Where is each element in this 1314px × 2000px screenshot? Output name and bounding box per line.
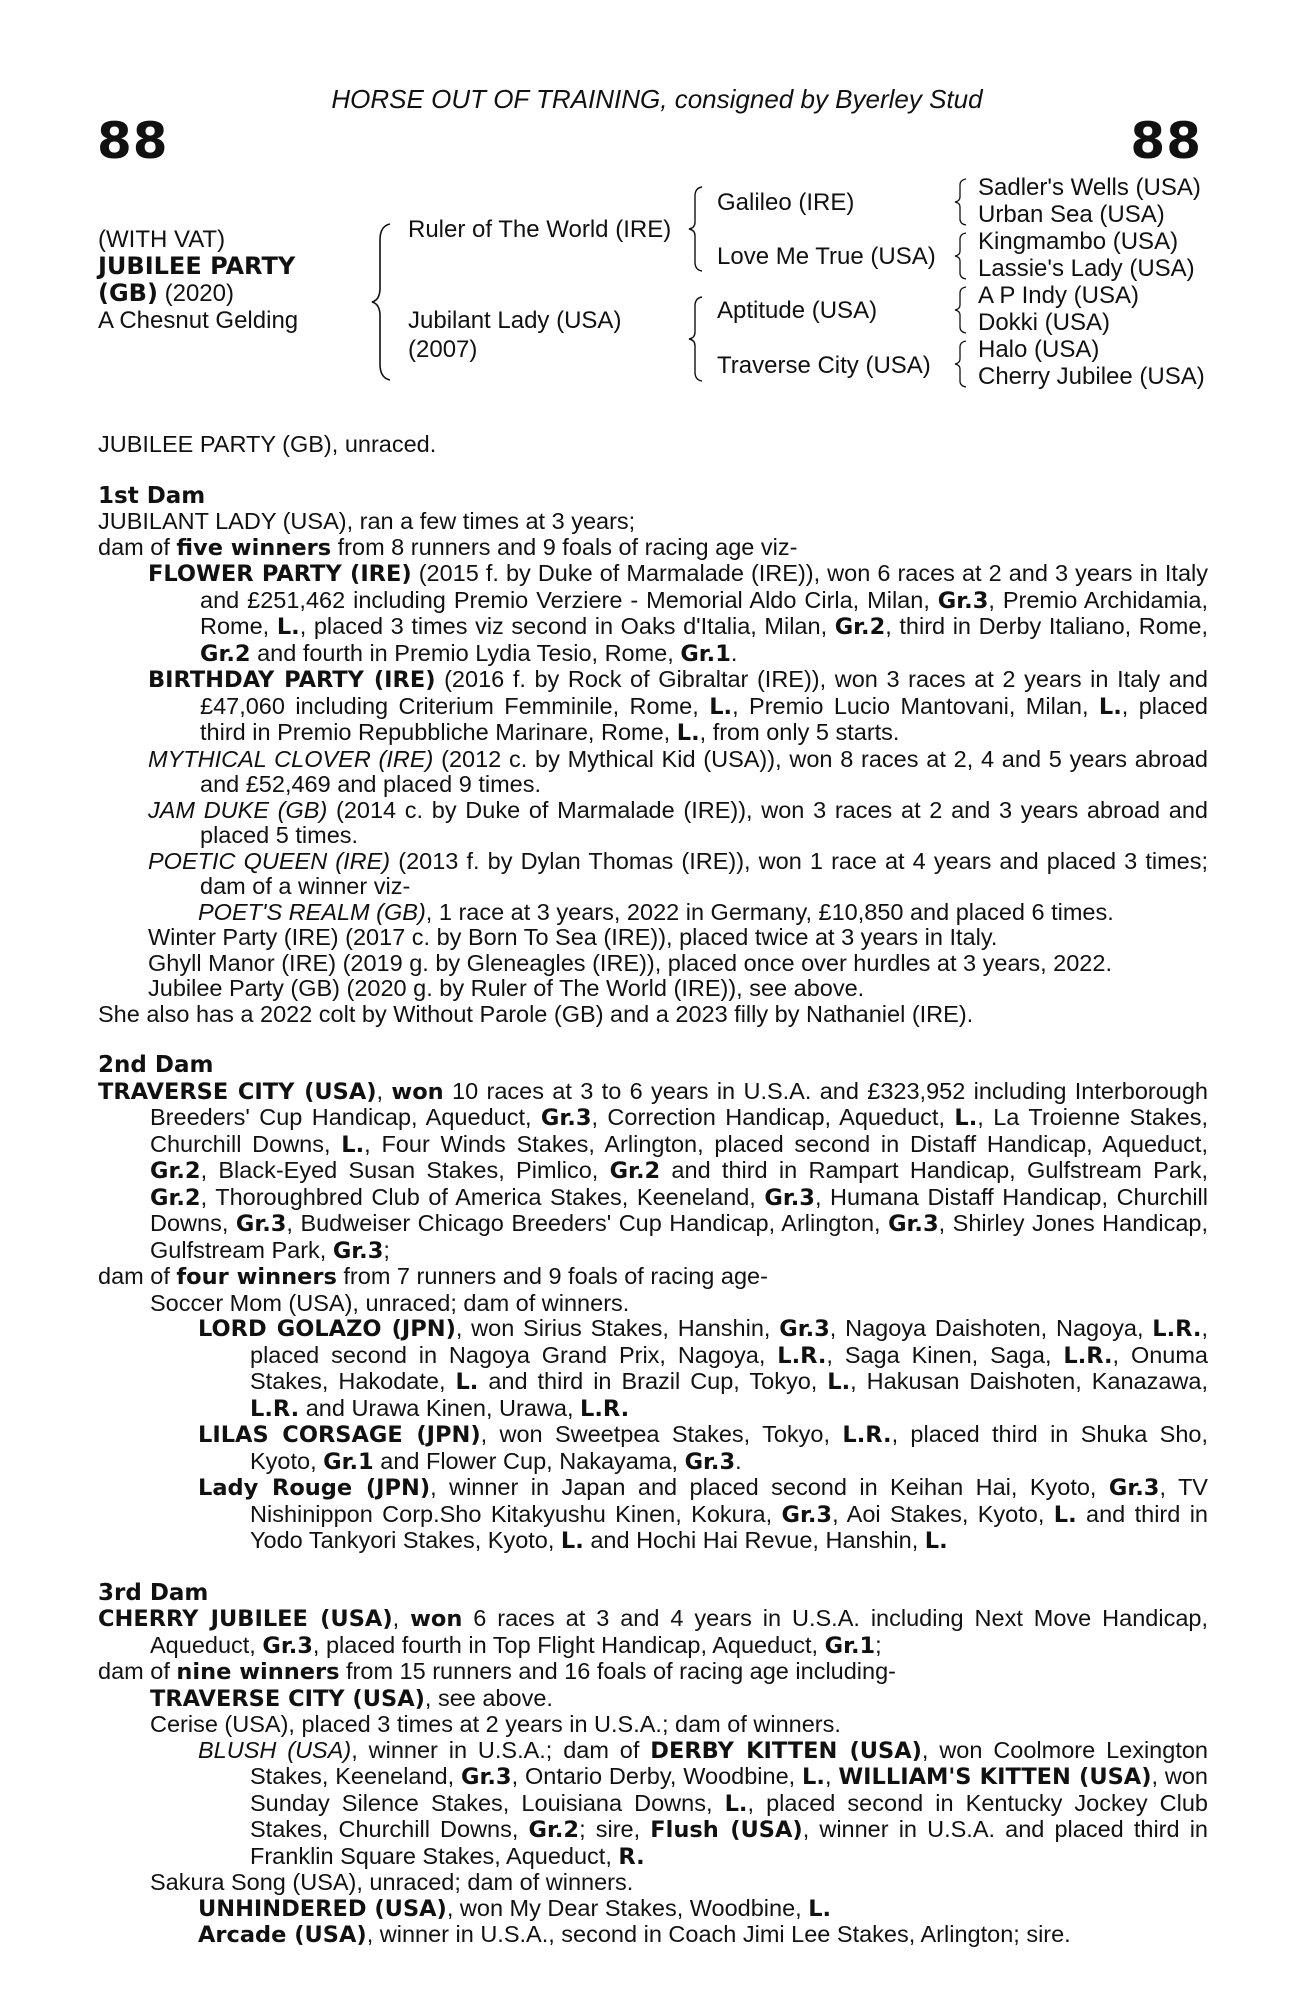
pedigree-brace-g78 (954, 340, 968, 388)
produce-arcade: Arcade (USA), winner in U.S.A., second in Coach Jimi Lee Stakes, Arlington; sire. (198, 1921, 1071, 1948)
pedigree-dam: Jubilant Lady (USA) (408, 307, 622, 334)
pedigree-brace-dam (688, 296, 704, 382)
produce-lady-rouge: Lady Rouge (JPN), winner in Japan and placed second in Keihan Hai, Kyoto, Gr.3, TV Nishinippon Corp.Sho Kitakyushu Kinen, Kokura, Gr.3, Aoi Stakes, Kyoto, L. and third in Yodo Tankyori Stakes, Kyoto, L. and Hochi Hai Revue, Hanshin, L. (198, 1474, 1208, 1554)
produce-winter-party: Winter Party (IRE) (2017 c. by Born To Sea (IRE)), placed twice at 3 years in Italy. (148, 924, 998, 950)
first-dam-produce-summary: dam of five winners from 8 runners and 9 foals of racing age viz- (98, 533, 798, 561)
produce-flower-party: FLOWER PARTY (IRE) (2015 f. by Duke of Marmalade (IRE)), won 6 races at 2 and 3 years in Italy and £251,462 including Premio Verziere - Memorial Aldo Cirla, Milan, Gr.3, Premio Archidamia, Rome, L., placed 3 times viz second in Oaks d'Italia, Milan, Gr.2, third in Derby Italiano, Rome, Gr.2 and fourth in Premio Lydia Tesio, Rome, Gr.1. (148, 560, 1209, 667)
first-dam-line: JUBILANT LADY (USA), ran a few times at 3 years; (98, 508, 636, 534)
second-dam-traverse-city: TRAVERSE CITY (USA), won 10 races at 3 to 6 years in U.S.A. and £323,952 including Interborough Breeders' Cup Handicap, Aqueduct, Gr.3, Correction Handicap, Aqueduct, L., La Troienne Stakes, Churchill Downs, L., Four Winds Stakes, Arlington, placed second in Distaff Handicap, Aqueduct, Gr.2, Black-Eyed Susan Stakes, Pimlico, Gr.2 and third in Rampart Handicap, Gulfstream Park, Gr.2, Thoroughbred Club of America Stakes, Keeneland, Gr.3, Humana Distaff Handicap, Churchill Downs, Gr.3, Budweiser Chicago Breeders' Cup Handicap, Arlington, Gr.3, Shirley Jones Handicap, Gulfstream Park, Gr.3; (98, 1077, 1209, 1264)
consignment-line: HORSE OUT OF TRAINING, consigned by Byerley Stud (331, 84, 983, 114)
pedigree-g3: Kingmambo (USA) (978, 228, 1179, 255)
pedigree-brace-main (370, 222, 392, 382)
pedigree-dam-dam: Traverse City (USA) (717, 352, 931, 379)
pedigree-g2: Urban Sea (USA) (978, 201, 1165, 228)
second-dam-produce-summary: dam of four winners from 7 runners and 9 foals of racing age- (98, 1263, 768, 1290)
lot-number-left: 88 (97, 112, 169, 170)
pedigree-brace-sire (688, 186, 704, 272)
pedigree-brace-g12 (954, 178, 968, 226)
third-dam-produce-summary: dam of nine winners from 15 runners and 16 foals of racing age including- (98, 1658, 896, 1685)
pedigree-g5: A P Indy (USA) (978, 282, 1139, 309)
produce-also: She also has a 2022 colt by Without Parole (GB) and a 2023 filly by Nathaniel (IRE). (98, 1000, 974, 1027)
race-record: JUBILEE PARTY (GB), unraced. (98, 431, 437, 457)
produce-blush: BLUSH (USA), winner in U.S.A.; dam of DERBY KITTEN (USA), won Coolmore Lexington Stakes, Keeneland, Gr.3, Ontario Derby, Woodbine, L., WILLIAM'S KITTEN (USA), won Sunday Silence Stakes, Louisiana Downs, L., placed second in Kentucky Jockey Club Stakes, Churchill Downs, Gr.2; sire, Flush (USA), winner in U.S.A. and placed third in Franklin Square Stakes, Aqueduct, R. (198, 1736, 1209, 1870)
produce-poetic-queen: POETIC QUEEN (IRE) (2013 f. by Dylan Thomas (IRE)), won 1 race at 4 years and placed 3 times; dam of a winner viz- (148, 847, 1208, 899)
catalogue-text (98, 432, 1208, 1949)
third-dam-heading: 3rd Dam (98, 1579, 209, 1606)
pedigree-brace-g56 (954, 286, 968, 334)
produce-jam-duke: JAM DUKE (GB) (2014 c. by Duke of Marmalade (IRE)), won 3 races at 2 and 3 years abroad and placed 5 times. (148, 796, 1208, 848)
subject-country: (GB) (98, 279, 158, 307)
subject-block (98, 226, 298, 334)
pedigree-sire-dam: Love Me True (USA) (717, 243, 936, 270)
second-dam-heading: 2nd Dam (98, 1052, 214, 1078)
subject-year: (2020) (164, 280, 234, 307)
produce-ghyll-manor: Ghyll Manor (IRE) (2019 g. by Gleneagles (IRE)), placed once over hurdles at 3 years, 2022. (148, 949, 1112, 976)
produce-jubilee-party: Jubilee Party (GB) (2020 g. by Ruler of The World (IRE)), see above. (148, 975, 865, 1001)
produce-traverse-city: TRAVERSE CITY (USA), see above. (150, 1684, 553, 1712)
produce-birthday-party: BIRTHDAY PARTY (IRE) (2016 f. by Rock of Gibraltar (IRE)), won 3 races at 2 years in Italy and £47,060 including Criterium Femminile, Rome, L., Premio Lucio Mantovani, Milan, L., placed third in Premio Repubbliche Marinare, Rome, L., from only 5 starts. (148, 666, 1208, 746)
produce-mythical-clover: MYTHICAL CLOVER (IRE) (2012 c. by Mythical Kid (USA)), won 8 races at 2, 4 and 5 years abroad and £52,469 and placed 9 times. (148, 745, 1208, 797)
subject-name: JUBILEE PARTY (98, 252, 296, 280)
pedigree-sire-sire: Galileo (IRE) (717, 189, 855, 216)
produce-lilas-corsage: LILAS CORSAGE (JPN), won Sweetpea Stakes, Tokyo, L.R., placed third in Shuka Sho, Kyoto, Gr.1 and Flower Cup, Nakayama, Gr.3. (198, 1421, 1209, 1475)
pedigree-g4: Lassie's Lady (USA) (978, 255, 1195, 282)
first-dam-heading: 1st Dam (98, 482, 206, 509)
produce-cerise: Cerise (USA), placed 3 times at 2 years in U.S.A.; dam of winners. (150, 1711, 841, 1737)
pedigree-dam-year: (2007) (408, 336, 478, 363)
produce-unhindered: UNHINDERED (USA), won My Dear Stakes, Woodbine, L. (198, 1894, 832, 1922)
pedigree-g6: Dokki (USA) (978, 309, 1111, 336)
produce-poets-realm: POET'S REALM (GB), 1 race at 3 years, 2022 in Germany, £10,850 and placed 6 times. (198, 898, 1114, 925)
subject-description: A Chesnut Gelding (98, 307, 299, 334)
subject-country-year (98, 280, 298, 307)
vat-note: (WITH VAT) (98, 226, 226, 253)
produce-sakura-song: Sakura Song (USA), unraced; dam of winners. (150, 1869, 634, 1895)
produce-lord-golazo: LORD GOLAZO (JPN), won Sirius Stakes, Hanshin, Gr.3, Nagoya Daishoten, Nagoya, L.R., placed second in Nagoya Grand Prix, Nagoya, L.R., Saga Kinen, Saga, L.R., Onuma Stakes, Hakodate, L. and third in Brazil Cup, Tokyo, L., Hakusan Daishoten, Kanazawa, L.R. and Urawa Kinen, Urawa, L.R. (198, 1315, 1209, 1422)
produce-soccer-mom: Soccer Mom (USA), unraced; dam of winners. (150, 1289, 630, 1316)
pedigree-g1: Sadler's Wells (USA) (978, 174, 1201, 201)
third-dam-cherry-jubilee: CHERRY JUBILEE (USA), won 6 races at 3 and 4 years in U.S.A. including Next Move Handicap, Aqueduct, Gr.3, placed fourth in Top Flight Handicap, Aqueduct, Gr.1; (98, 1605, 1208, 1659)
pedigree-g7: Halo (USA) (978, 336, 1100, 363)
pedigree-dam-sire: Aptitude (USA) (717, 297, 878, 324)
pedigree-brace-g34 (954, 232, 968, 280)
lot-number-right: 88 (1130, 112, 1202, 170)
pedigree-g8: Cherry Jubilee (USA) (978, 363, 1205, 390)
pedigree-sire: Ruler of The World (IRE) (408, 216, 672, 243)
